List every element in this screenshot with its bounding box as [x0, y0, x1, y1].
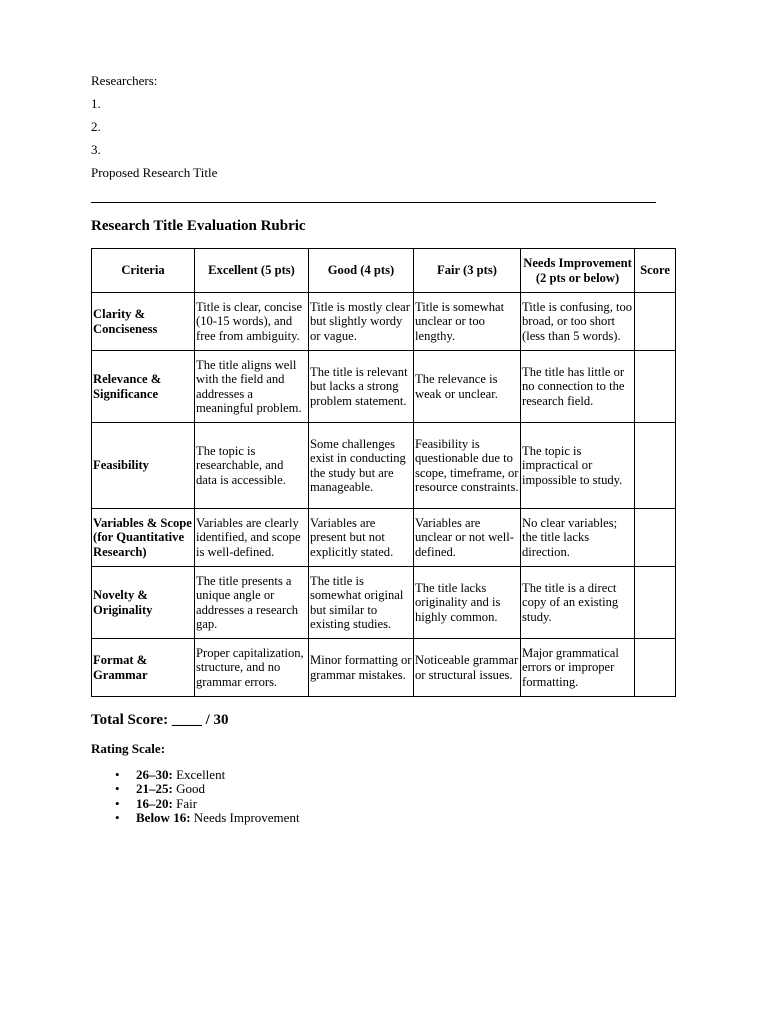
- title-underline: [91, 202, 656, 203]
- list-item: [91, 782, 300, 796]
- excellent-cell: The title aligns well with the field and addresses a meaningful problem.: [195, 351, 309, 423]
- rating-label: Good: [176, 781, 205, 797]
- good-cell: Variables are present but not explicitly stated.: [309, 509, 414, 567]
- needs-improvement-cell: The title has little or no connection to the research field.: [521, 351, 635, 423]
- excellent-cell: Title is clear, concise (10-15 words), and free from ambiguity.: [195, 293, 309, 351]
- bullet-icon: •: [115, 767, 120, 782]
- rating-scale-list: [91, 768, 300, 825]
- excellent-cell: The topic is researchable, and data is accessible.: [195, 423, 309, 509]
- list-item: [91, 768, 300, 782]
- table-row: [92, 351, 676, 423]
- criterion-cell: Clarity & Conciseness: [92, 293, 195, 351]
- criterion-cell: Variables & Scope (for Quantitative Research): [92, 509, 195, 567]
- table-row: [92, 639, 676, 697]
- score-cell[interactable]: [635, 509, 676, 567]
- rating-label: Needs Improvement: [193, 809, 300, 825]
- rubric-header-row: [92, 249, 676, 293]
- rating-range: 26–30:: [136, 767, 173, 782]
- fair-cell: Title is somewhat unclear or too lengthy.: [414, 293, 521, 351]
- fair-cell: Feasibility is questionable due to scope, timeframe, or resource constraints.: [414, 423, 521, 509]
- needs-improvement-cell: No clear variables; the title lacks direction.: [521, 509, 635, 567]
- rating-scale-title: Rating Scale:: [91, 741, 166, 756]
- criterion-cell: Feasibility: [92, 423, 195, 509]
- researcher-3: 3.: [91, 142, 101, 157]
- good-cell: The title is relevant but lacks a strong problem statement.: [309, 351, 414, 423]
- score-cell[interactable]: [635, 423, 676, 509]
- column-header-criteria: Criteria: [92, 249, 195, 293]
- score-cell[interactable]: [635, 567, 676, 639]
- score-cell[interactable]: [635, 639, 676, 697]
- criterion-cell: Relevance & Significance: [92, 351, 195, 423]
- score-cell[interactable]: [635, 351, 676, 423]
- good-cell: Some challenges exist in conducting the study but are manageable.: [309, 423, 414, 509]
- rating-range: Below 16:: [136, 809, 191, 825]
- rating-range: 16–20:: [136, 795, 173, 811]
- column-header-score: Score: [635, 249, 676, 293]
- rubric-table: [91, 248, 676, 697]
- excellent-cell: The title presents a unique angle or addresses a research gap.: [195, 567, 309, 639]
- table-row: [92, 423, 676, 509]
- researcher-1: 1.: [91, 96, 101, 111]
- needs-improvement-cell: Title is confusing, too broad, or too short (less than 5 words).: [521, 293, 635, 351]
- bullet-icon: •: [115, 809, 120, 825]
- bullet-icon: •: [115, 781, 120, 797]
- excellent-cell: Proper capitalization, structure, and no grammar errors.: [195, 639, 309, 697]
- researchers-label: Researchers:: [91, 73, 158, 88]
- column-header-excellent: Excellent (5 pts): [195, 249, 309, 293]
- list-item: [91, 797, 300, 811]
- good-cell: The title is somewhat original but similar to existing studies.: [309, 567, 414, 639]
- needs-improvement-cell: Major grammatical errors or improper formatting.: [521, 639, 635, 697]
- fair-cell: The title lacks originality and is highly common.: [414, 567, 521, 639]
- column-header-needs-improvement: Needs Improvement (2 pts or below): [521, 249, 635, 293]
- proposed-title-label: Proposed Research Title: [91, 165, 218, 180]
- rubric-title: Research Title Evaluation Rubric: [91, 218, 306, 234]
- criterion-cell: Novelty & Originality: [92, 567, 195, 639]
- needs-improvement-cell: The topic is impractical or impossible to study.: [521, 423, 635, 509]
- rating-range: 21–25:: [136, 781, 173, 797]
- good-cell: Minor formatting or grammar mistakes.: [309, 639, 414, 697]
- fair-cell: Noticeable grammar or structural issues.: [414, 639, 521, 697]
- fair-cell: Variables are unclear or not well-defined.: [414, 509, 521, 567]
- table-row: [92, 567, 676, 639]
- fair-cell: The relevance is weak or unclear.: [414, 351, 521, 423]
- needs-improvement-cell: The title is a direct copy of an existing study.: [521, 567, 635, 639]
- column-header-good: Good (4 pts): [309, 249, 414, 293]
- list-item: [91, 811, 300, 825]
- total-score: Total Score: ____ / 30: [91, 712, 229, 728]
- score-cell[interactable]: [635, 293, 676, 351]
- column-header-fair: Fair (3 pts): [414, 249, 521, 293]
- researcher-2: 2.: [91, 119, 101, 134]
- table-row: [92, 509, 676, 567]
- criterion-cell: Format & Grammar: [92, 639, 195, 697]
- bullet-icon: •: [115, 795, 120, 811]
- rating-label: Fair: [176, 795, 198, 811]
- table-row: [92, 293, 676, 351]
- excellent-cell: Variables are clearly identified, and scope is well-defined.: [195, 509, 309, 567]
- rating-label: Excellent: [176, 767, 226, 782]
- good-cell: Title is mostly clear but slightly wordy or vague.: [309, 293, 414, 351]
